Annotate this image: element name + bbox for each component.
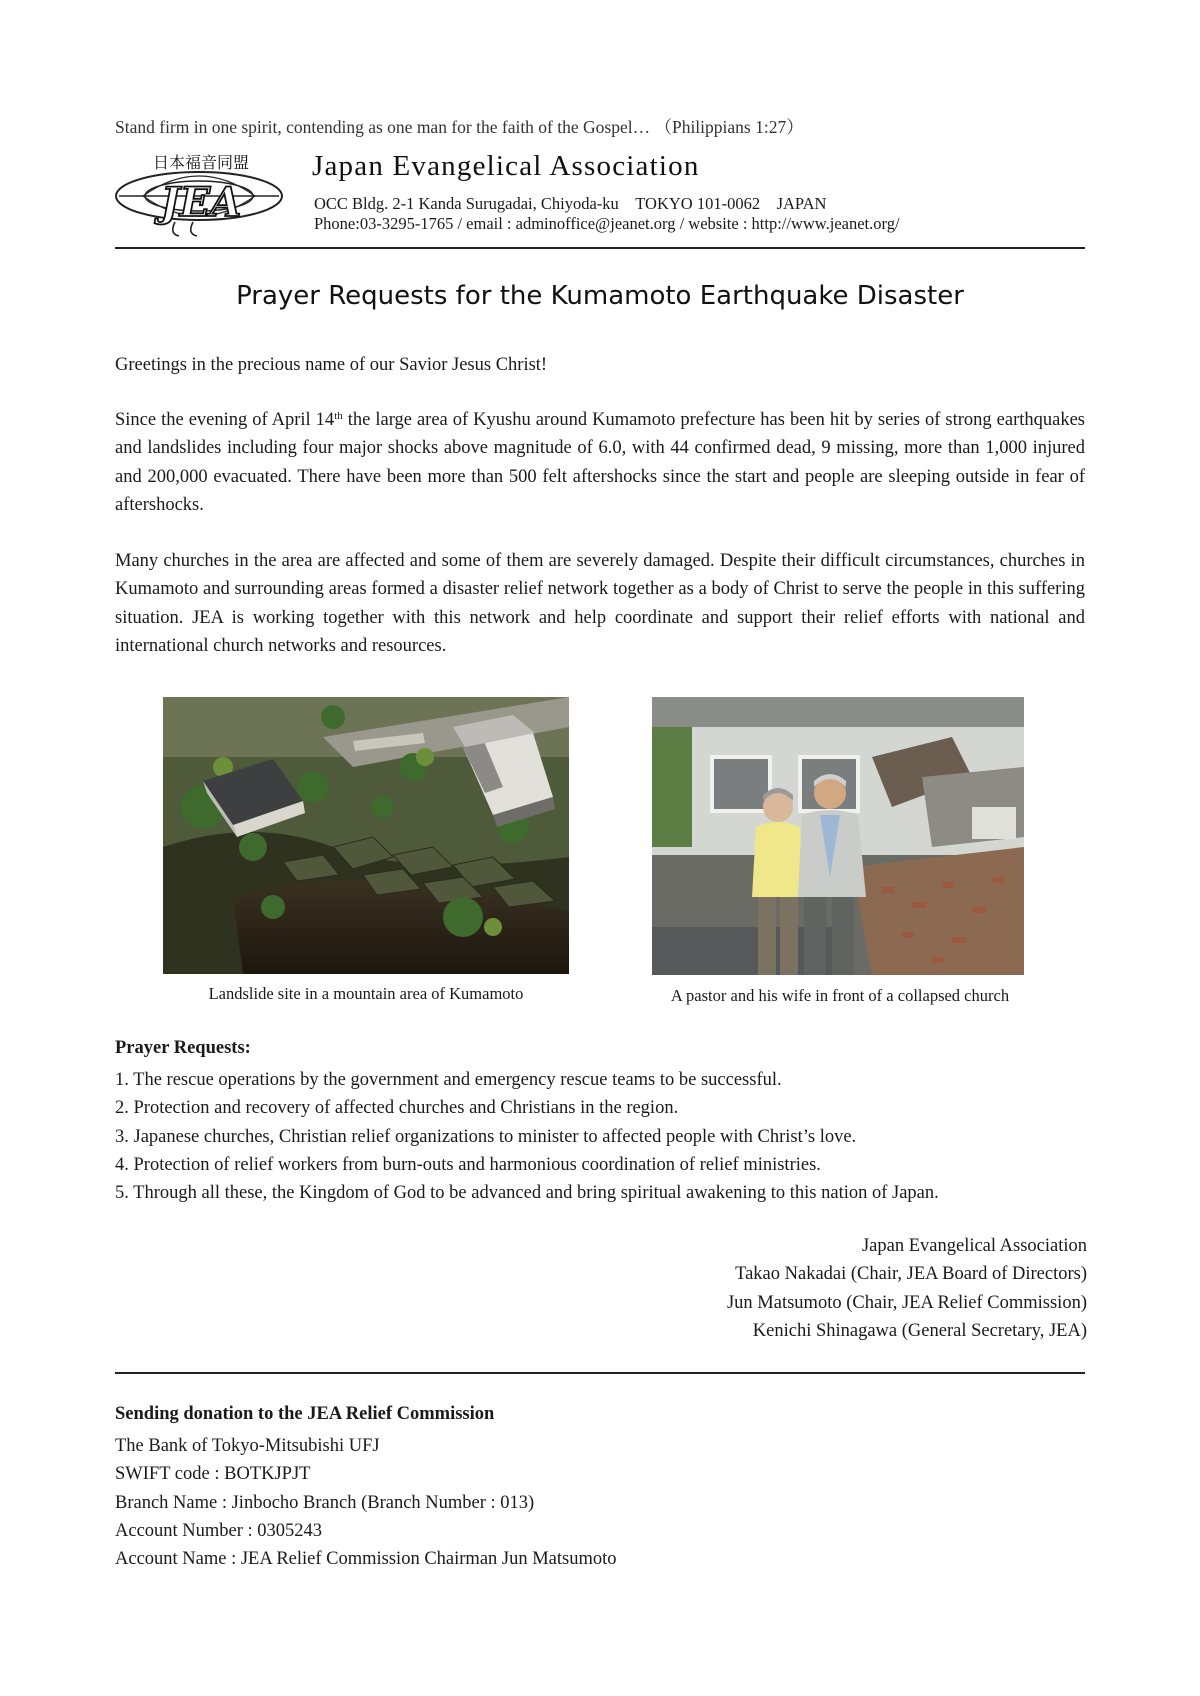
signature-block — [600, 1232, 1087, 1345]
pastor-couple-photo — [652, 697, 1024, 975]
donation-line: SWIFT code : BOTKJPJT — [115, 1464, 311, 1485]
org-name: Japan Evangelical Association — [312, 150, 700, 182]
signature-line: Japan Evangelical Association — [861, 1236, 1087, 1256]
prayer-requests-list — [115, 1066, 1115, 1207]
donation-line: Account Name : JEA Relief Commission Chairman Jun Matsumoto — [115, 1549, 617, 1570]
document-title: Prayer Requests for the Kumamoto Earthquake Disaster — [236, 281, 964, 311]
donation-line: Account Number : 0305243 — [115, 1520, 323, 1541]
jea-globe-logo-icon — [113, 150, 285, 238]
org-address: OCC Bldg. 2-1 Kanda Surugadai, Chiyoda-ku TOKYO 101-0062 JAPAN — [314, 194, 827, 213]
signature-line: Takao Nakadai (Chair, JEA Board of Directors) — [735, 1264, 1087, 1285]
photo-caption-pastor: A pastor and his wife in front of a collapsed church — [670, 986, 1010, 1005]
prayer-item: 5. Through all these, the Kingdom of God to be advanced and bring spiritual awakening to this nation of Japan. — [115, 1183, 939, 1204]
footer-divider — [115, 1372, 1085, 1374]
prayer-item: 3. Japanese churches, Christian relief organizations to minister to affected people with Christ’s love. — [115, 1126, 857, 1147]
photo-caption-landslide: Landslide site in a mountain area of Kumamoto — [208, 984, 524, 1003]
org-contact: Phone:03-3295-1765 / email : adminoffice@jeanet.org / website : http://www.jeanet.org/ — [314, 214, 900, 233]
epigraph: Stand firm in one spirit, contending as one man for the faith of the Gospel… （Philippians 1:27） — [115, 117, 804, 137]
paragraph-earthquake-summary: Since the evening of April 14th the large area of Kyushu around Kumamoto prefecture has been hit by series of strong earthquakes and landslides including four major shocks above magnitude of 6.0, with 44 confirmed dead, 9 missing, more than 1,000 injured and 200,000 evacuated. There have been more than 500 felt aftershocks since the start and people are sleeping outside in fear of aftershocks. — [115, 410, 1085, 515]
donation-line: The Bank of Tokyo-Mitsubishi UFJ — [115, 1436, 380, 1456]
logo-japanese-name: 日本福音同盟 — [152, 153, 250, 172]
prayer-requests-heading: Prayer Requests: — [115, 1038, 251, 1058]
signature-line: Kenichi Shinagawa (General Secretary, JEA) — [752, 1320, 1087, 1341]
prayer-item: 2. Protection and recovery of affected churches and Christians in the region. — [115, 1098, 679, 1119]
signature-line: Jun Matsumoto (Chair, JEA Relief Commission) — [726, 1292, 1087, 1313]
donation-details — [115, 1432, 617, 1573]
donation-heading: Sending donation to the JEA Relief Commission — [115, 1404, 495, 1424]
logo-letters: JEA — [160, 179, 242, 226]
prayer-item: 1. The rescue operations by the government and emergency rescue teams to be successful. — [115, 1070, 782, 1090]
prayer-item: 4. Protection of relief workers from burn-outs and harmonious coordination of relief ministries. — [115, 1154, 821, 1175]
landslide-aerial-photo — [163, 697, 569, 974]
paragraph-church-response: Many churches in the area are affected and some of them are severely damaged. Despite their difficult circumstances, churches in Kumamoto and surrounding areas formed a disaster relief network together as a body of Christ to serve the people in this suffering situation. JEA is working together with this network and help coordinate and support their relief efforts with national and international church networks and resources. — [115, 551, 1085, 656]
greeting: Greetings in the precious name of our Savior Jesus Christ! — [115, 355, 548, 375]
header-divider — [115, 247, 1085, 249]
donation-line: Branch Name : Jinbocho Branch (Branch Number : 013) — [115, 1492, 535, 1513]
